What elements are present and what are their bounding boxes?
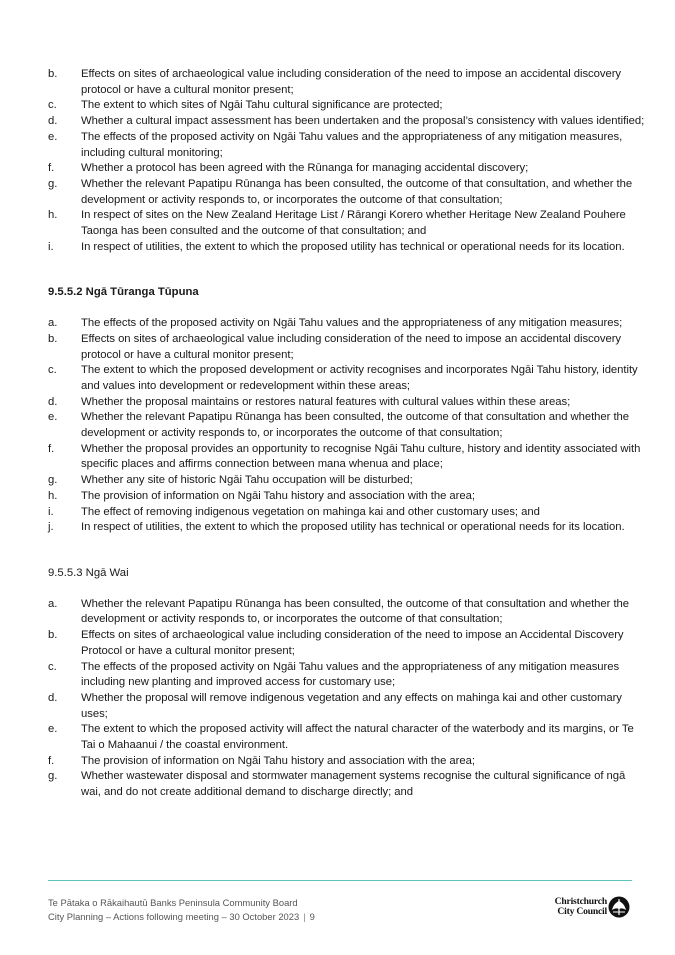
list-marker: e. [48,411,58,424]
turanga-tupuna-item-j [48,520,648,536]
nga-wai-item-f [48,754,648,770]
list-marker: g. [48,474,58,487]
turanga-tupuna-item-a [48,316,648,332]
nga-wai-item-b [48,628,648,659]
list-marker: h. [48,209,58,222]
archaeology-item-g [48,177,648,208]
assessment-list-turanga-tupuna [48,316,648,536]
footer-board-name: Te Pātaka o Rākaihautū Banks Peninsula Community Board [48,897,298,908]
list-marker: f. [48,162,55,175]
list-item-text: In respect of sites on the New Zealand Heritage List / Rārangi Korero whether Heritage New Zealand Pouhere Taonga has been consulted and the outcome of that consultation; and [81,209,626,238]
list-item-text: Whether a protocol has been agreed with the Rūnanga for managing accidental discovery; [81,162,529,175]
list-item-text: The provision of information on Ngāi Tahu history and association with the area; [81,754,475,767]
turanga-tupuna-item-f [48,442,648,473]
list-marker: i. [48,505,54,518]
list-marker: b. [48,68,58,80]
council-logo-icon [608,896,630,918]
council-logo [543,894,631,920]
list-marker: b. [48,332,58,345]
logo-line-2: City Council [557,905,607,917]
archaeology-item-f [48,161,648,177]
list-item-text: Whether the relevant Papatipu Rūnanga has been consulted, the outcome of that consultation and whether the development or activity responds to, or incorporates the outcome of that consultation; [81,411,629,440]
assessment-list-nga-wai [48,597,648,801]
list-item-text: The effect of removing indigenous vegetation on mahinga kai and other customary uses; and [81,505,540,518]
list-marker: d. [48,691,58,704]
nga-wai-item-d [48,691,648,722]
list-marker: c. [48,99,57,112]
list-item-text: Whether the relevant Papatipu Rūnanga has been consulted, the outcome of that consultation and whether the development or activity responds to, or incorporates the outcome of that consultation; [81,597,629,626]
turanga-tupuna-item-g [48,473,648,489]
list-item-text: In respect of utilities, the extent to which the proposed utility has technical or operational needs for its location. [81,521,625,534]
list-marker: d. [48,115,58,128]
logo-line-1: Christchurch [554,896,607,907]
section-heading-turanga-tupuna: 9.5.5.2 Ngā Tūranga Tūpuna [48,286,199,299]
list-marker: f. [48,442,55,455]
list-item-text: The extent to which the proposed development or activity recognises and incorporates Ngāi Tahu history, identity and values into development or redevelopment within these areas; [81,364,638,392]
list-item-text: The extent to which the proposed activity will affect the natural character of the waterbody and its margins, or Te Tai o Mahaanui / the coastal environment. [81,723,634,752]
list-marker: g. [48,770,58,783]
list-item-text: The provision of information on Ngāi Tahu history and association with the area; [81,489,475,502]
turanga-tupuna-item-h [48,489,648,505]
list-item-text: Whether any site of historic Ngāi Tahu occupation will be disturbed; [81,474,413,487]
logo-wordmark [543,897,607,916]
list-item-text: Whether wastewater disposal and stormwater management systems recognise the cultural significance of ngā wai, and do not create additional demand to discharge directly; and [81,770,626,799]
page-number: 9 [309,911,315,922]
footer-meeting-title: City Planning – Actions following meeting – 30 October 2023 [48,911,300,922]
footer-meeting-line [48,910,315,924]
list-marker: a. [48,317,58,330]
archaeology-item-d [48,114,648,130]
list-marker: d. [48,395,58,408]
turanga-tupuna-item-i [48,505,648,521]
list-marker: h. [48,489,58,502]
list-marker: a. [48,597,58,610]
section-heading-nga-wai: 9.5.5.3 Ngā Wai [48,566,129,579]
list-marker: c. [48,364,57,377]
turanga-tupuna-item-e [48,410,648,441]
nga-wai-item-g [48,769,648,800]
list-item-text: The effects of the proposed activity on Ngāi Tahu values and the appropriateness of any mitigation measures; [81,317,623,330]
list-item-text: Whether the relevant Papatipu Rūnanga has been consulted, the outcome of that consultation, and whether the development or activity responds to, or incorporates the outcome of that consultation; [81,177,633,206]
list-item-text: Effects on sites of archaeological value including consideration of the need to impose an accidental discovery protocol or have a cultural monitor present; [81,332,622,361]
list-item-text: Effects on sites of archaeological value including consideration of the need to impose an Accidental Discovery Protocol or have a cultural monitor present; [81,629,624,657]
archaeology-item-b [48,67,648,98]
list-item-text: The extent to which sites of Ngāi Tahu cultural significance are protected; [81,99,443,112]
list-marker: i. [48,240,54,253]
list-marker: e. [48,723,58,736]
archaeology-item-h [48,208,648,239]
list-item-text: Whether the proposal maintains or restores natural features with cultural values within these areas; [81,395,571,408]
nga-wai-item-a [48,597,648,628]
nga-wai-item-c [48,660,648,691]
footer-divider [48,880,632,881]
list-item-text: The effects of the proposed activity on Ngāi Tahu values and the appropriateness of any mitigation measures including new planting and improved access for customary use; [81,660,620,689]
turanga-tupuna-item-c [48,363,648,394]
footer [48,896,315,924]
list-marker: f. [48,754,55,767]
turanga-tupuna-item-b [48,332,648,363]
list-item-text: In respect of utilities, the extent to which the proposed utility has technical or operational needs for its location. [81,240,625,253]
list-marker: j. [48,521,54,534]
list-marker: g. [48,177,58,190]
archaeology-item-c [48,98,648,114]
list-marker: b. [48,629,58,642]
footer-separator: | [303,911,306,922]
list-item-text: The effects of the proposed activity on Ngāi Tahu values and the appropriateness of any mitigation measures, including cultural monitoring; [81,130,623,159]
list-item-text: Whether a cultural impact assessment has been undertaken and the proposal’s consistency with values identified; [81,115,645,128]
nga-wai-item-e [48,722,648,753]
turanga-tupuna-item-d [48,395,648,411]
list-item-text: Effects on sites of archaeological value including consideration of the need to impose an accidental discovery protocol or have a cultural monitor present; [81,68,622,96]
list-marker: e. [48,130,58,143]
list-item-text: Whether the proposal will remove indigenous vegetation and any effects on mahinga kai and other customary uses; [81,691,622,720]
document-body [48,67,648,801]
list-marker: c. [48,660,57,673]
archaeology-item-e [48,130,648,161]
list-item-text: Whether the proposal provides an opportunity to recognise Ngāi Tahu culture, history and identity associated with specific places and affirms connection between mana whenua and place; [81,442,641,471]
archaeology-item-i [48,240,648,256]
assessment-list-archaeology [48,67,648,255]
